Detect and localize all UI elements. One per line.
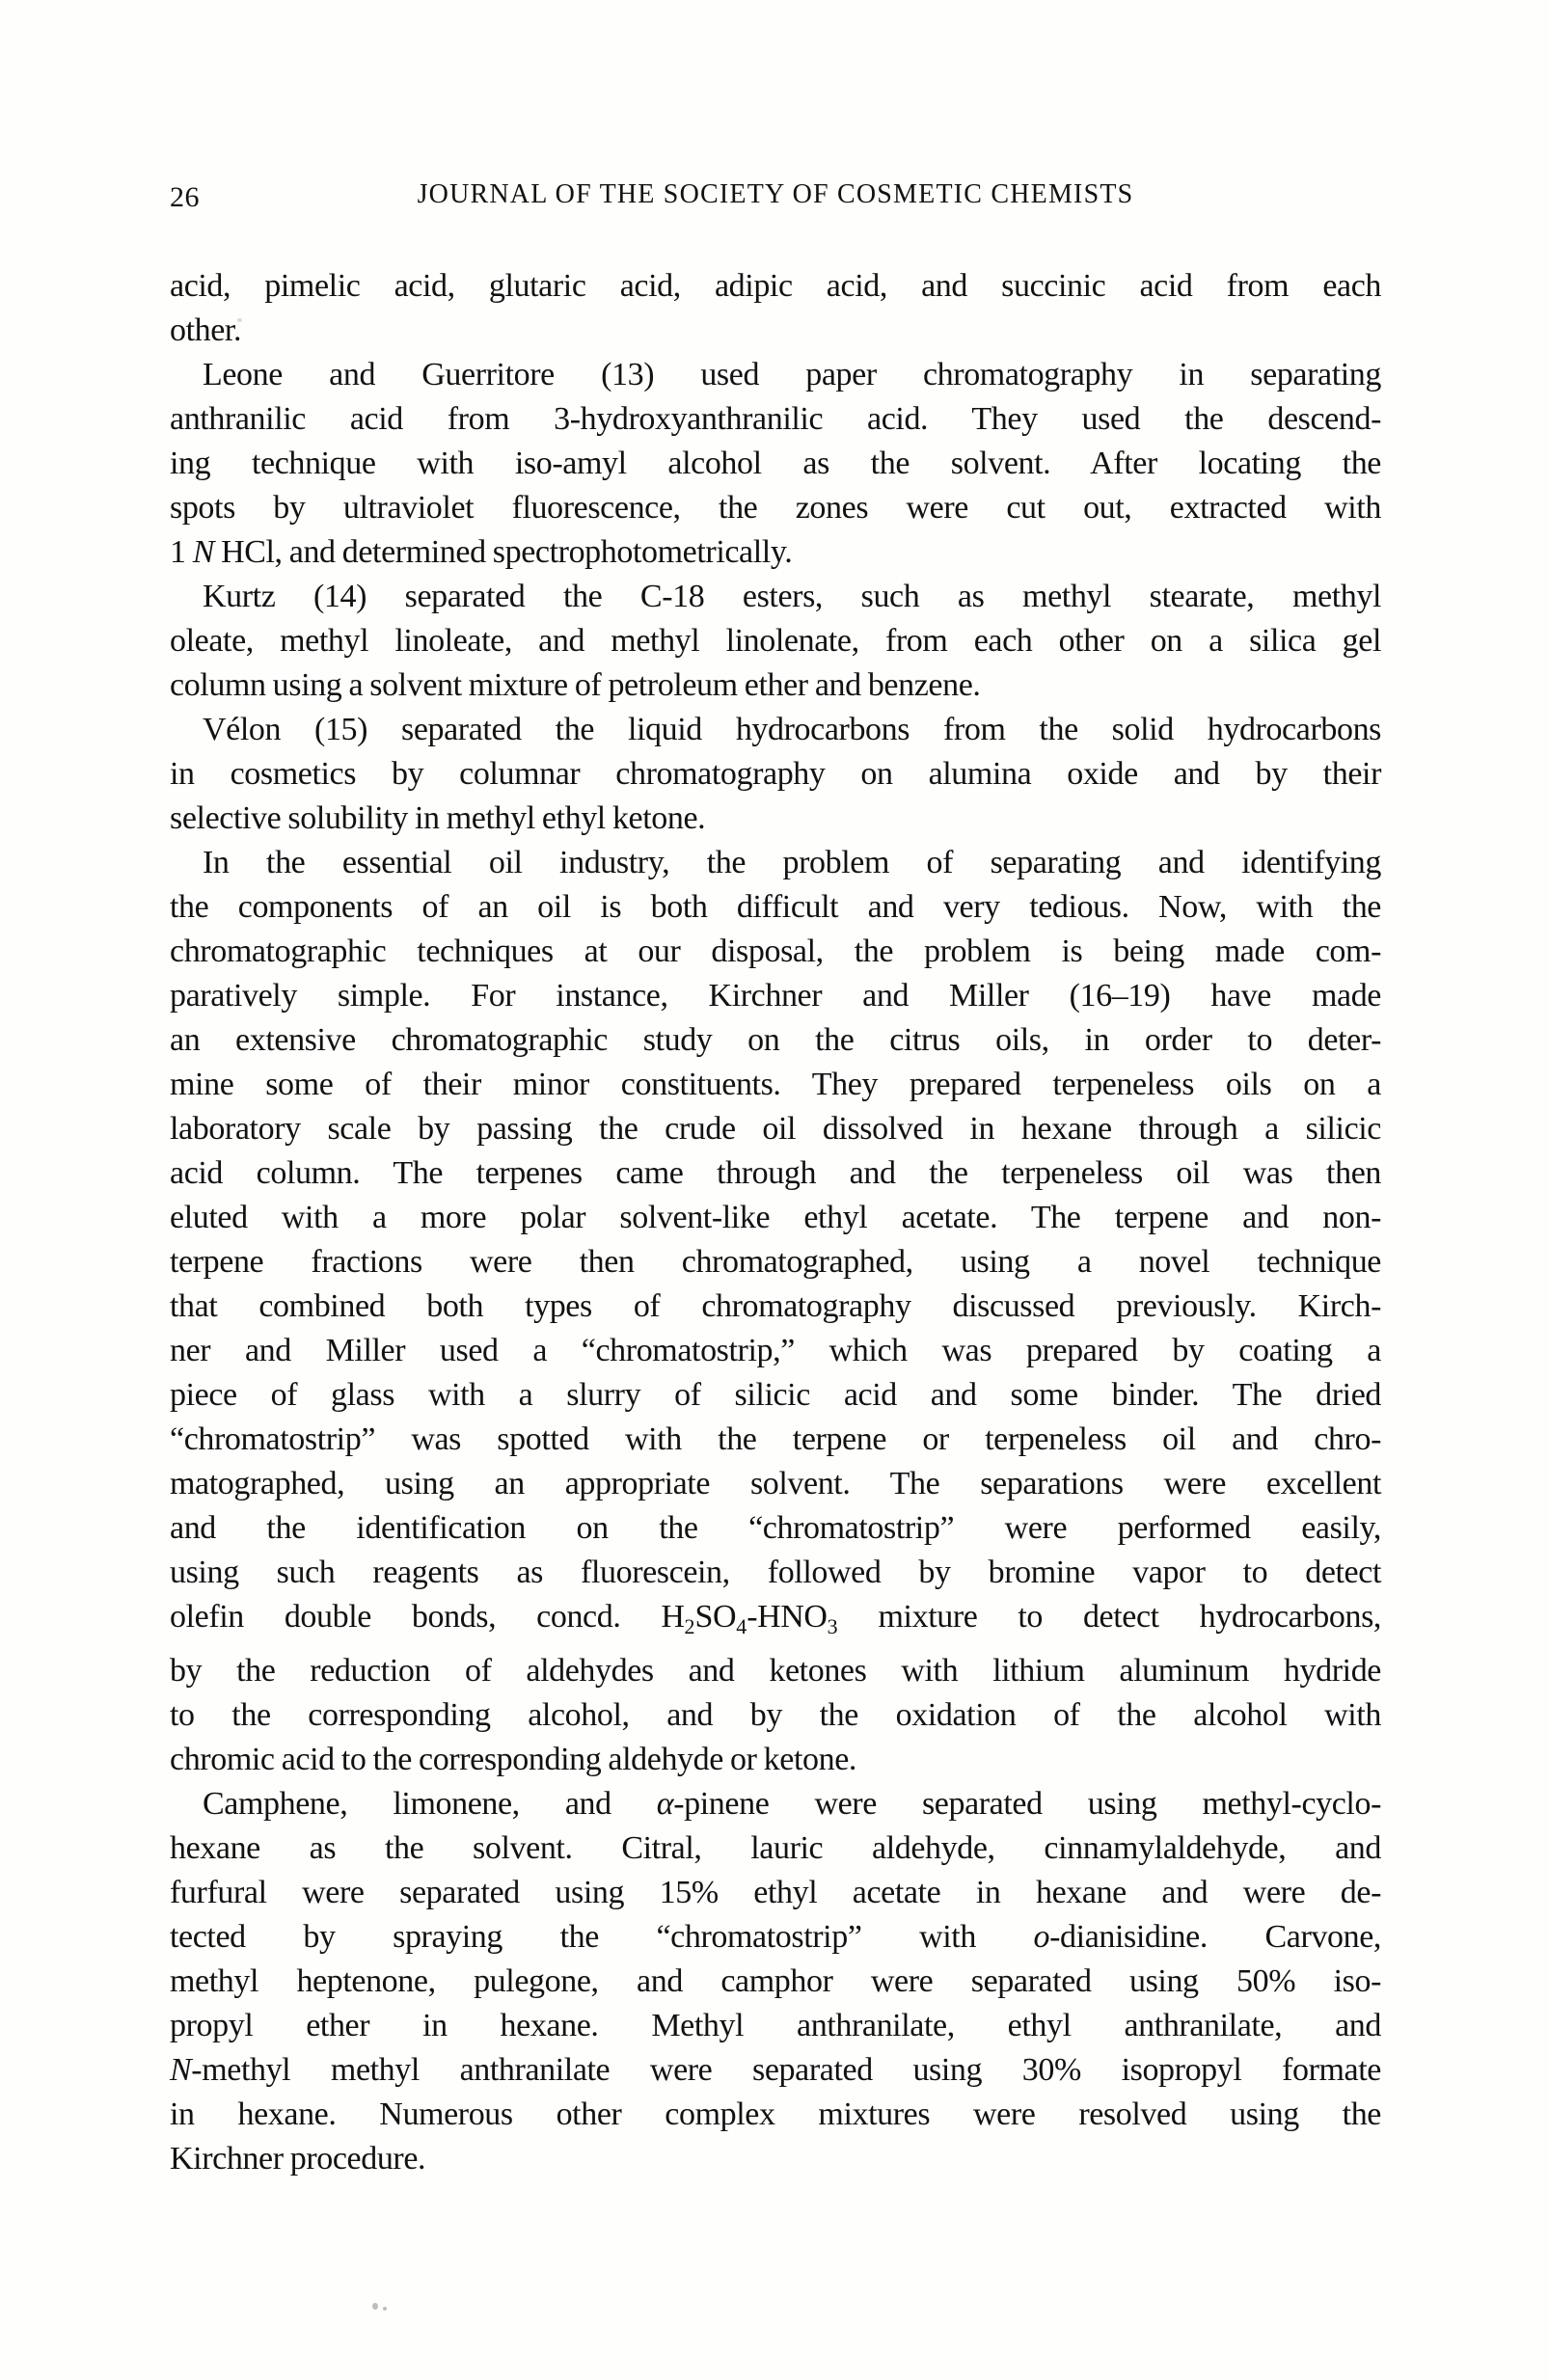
paragraph — [170, 1782, 1381, 2181]
paragraph — [170, 841, 1381, 1782]
text-line: furfural were separated using 15% ethyl acetate in hexane and were de- — [170, 1875, 1381, 1910]
text-line: column using a solvent mixture of petroleum ether and benzene. — [170, 667, 981, 703]
text-line: Leone and Guerritore (13) used paper chromatography in separating — [203, 357, 1381, 392]
text-line: using such reagents as fluorescein, followed by bromine vapor to detect — [170, 1555, 1381, 1590]
text-line: acid column. The terpenes came through and the terpeneless oil was then — [170, 1155, 1381, 1191]
text-line: Kurtz (14) separated the C-18 esters, such as methyl stearate, methyl — [203, 579, 1381, 614]
paragraph — [170, 353, 1381, 575]
text-line: by the reduction of aldehydes and ketones with lithium aluminum hydride — [170, 1653, 1381, 1689]
text-block — [170, 264, 1381, 2181]
text-line: oleate, methyl linoleate, and methyl linolenate, from each other on a silica gel — [170, 623, 1381, 659]
text-line: terpene fractions were then chromatographed, using a novel technique — [170, 1244, 1381, 1280]
text-line: hexane as the solvent. Citral, lauric aldehyde, cinnamylaldehyde, and — [170, 1830, 1381, 1866]
text-line: propyl ether in hexane. Methyl anthranilate, ethyl anthranilate, and — [170, 2008, 1381, 2043]
scan-speck — [237, 318, 242, 322]
text-line: to the corresponding alcohol, and by the oxidation of the alcohol with — [170, 1697, 1381, 1733]
text-line: Vélon (15) separated the liquid hydrocarbons from the solid hydrocarbons — [203, 712, 1381, 747]
text-line: methyl heptenone, pulegone, and camphor were separated using 50% iso- — [170, 1963, 1381, 1999]
text-line: chromic acid to the corresponding aldehyde or ketone. — [170, 1742, 856, 1777]
text-line: matographed, using an appropriate solvent. The separations were excellent — [170, 1466, 1381, 1501]
text-line: paratively simple. For instance, Kirchner and Miller (16–19) have made — [170, 978, 1381, 1014]
text-line: in hexane. Numerous other complex mixtures were resolved using the — [170, 2096, 1381, 2132]
text-line: and the identification on the “chromatostrip” were performed easily, — [170, 1510, 1381, 1546]
text-line: that combined both types of chromatography discussed previously. Kirch- — [170, 1288, 1381, 1324]
text-line: In the essential oil industry, the problem of separating and identifying — [203, 845, 1381, 880]
scan-speck — [383, 2307, 387, 2311]
paragraph — [170, 264, 1381, 353]
text-line: chromatographic techniques at our disposal, the problem is being made com- — [170, 933, 1381, 969]
text-line: selective solubility in methyl ethyl ketone. — [170, 800, 706, 836]
text-line: piece of glass with a slurry of silicic acid and some binder. The dried — [170, 1377, 1381, 1413]
text-line: Kirchner procedure. — [170, 2141, 426, 2177]
text-line: an extensive chromatographic study on the citrus oils, in order to deter- — [170, 1022, 1381, 1058]
text-line: eluted with a more polar solvent-like ethyl acetate. The terpene and non- — [170, 1200, 1381, 1235]
text-line: in cosmetics by columnar chromatography on alumina oxide and by their — [170, 756, 1381, 792]
text-line: ing technique with iso-amyl alcohol as the solvent. After locating the — [170, 446, 1381, 481]
paragraph — [170, 708, 1381, 841]
text-line: acid, pimelic acid, glutaric acid, adipic acid, and succinic acid from each — [170, 268, 1381, 304]
text-line: olefin double bonds, concd. $H_2SO_4-HNO_3$ mixture to detect hydrocarbons, — [170, 1599, 1381, 1638]
scan-speck — [372, 2303, 378, 2310]
paragraph — [170, 575, 1381, 708]
text-line: 1 N HCl, and determined spectrophotometrically. — [170, 534, 793, 570]
text-line: spots by ultraviolet fluorescence, the zones were cut out, extracted with — [170, 490, 1381, 526]
text-line: N-methyl methyl anthranilate were separated using 30% isopropyl formate — [170, 2052, 1381, 2088]
text-line: tected by spraying the “chromatostrip” with o-dianisidine. Carvone, — [170, 1919, 1382, 1955]
text-line: the components of an oil is both difficult and very tedious. Now, with the — [170, 889, 1381, 925]
journal-header: JOURNAL OF THE SOCIETY OF COSMETIC CHEMISTS — [417, 179, 1134, 209]
text-line: Camphene, limonene, and α-pinene were separated using methyl-cyclo- — [203, 1786, 1381, 1822]
text-line: “chromatostrip” was spotted with the terpene or terpeneless oil and chro- — [170, 1421, 1381, 1457]
text-line: laboratory scale by passing the crude oil dissolved in hexane through a silicic — [170, 1111, 1381, 1147]
text-line: mine some of their minor constituents. They prepared terpeneless oils on a — [170, 1067, 1381, 1102]
page-number: 26 — [170, 181, 200, 213]
text-line: ner and Miller used a “chromatostrip,” which was prepared by coating a — [170, 1333, 1381, 1368]
running-head — [170, 179, 1381, 214]
text-line: anthranilic acid from 3-hydroxyanthranilic acid. They used the descend- — [170, 401, 1381, 437]
text-line: other. — [170, 312, 242, 348]
